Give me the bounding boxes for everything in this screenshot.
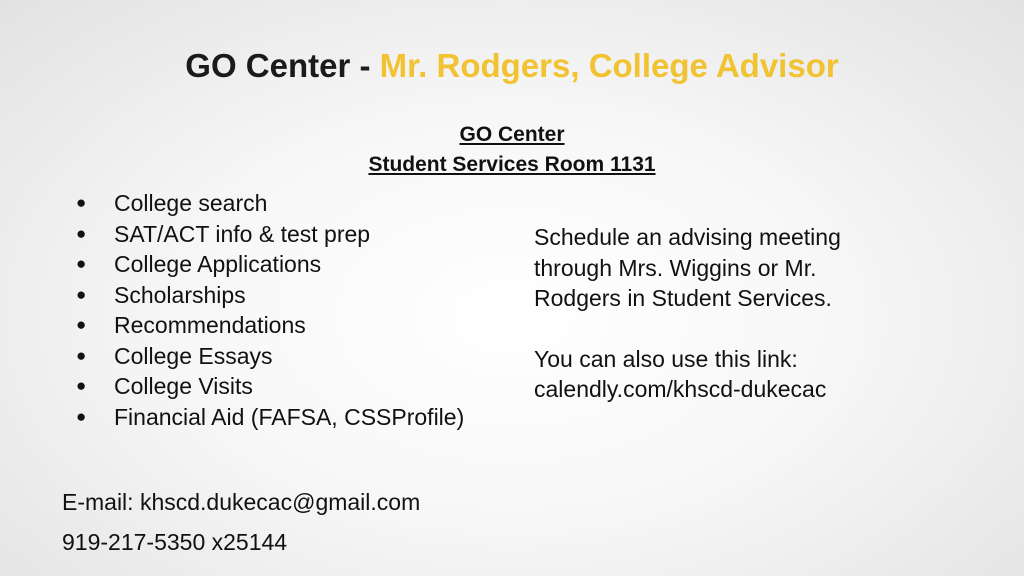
list-item bbox=[74, 280, 464, 311]
email-text: E-mail: khscd.dukecac@gmail.com bbox=[62, 489, 421, 515]
service-label: College search bbox=[114, 190, 268, 216]
list-item bbox=[74, 371, 464, 402]
list-item bbox=[74, 310, 464, 341]
bullet-icon: ● bbox=[76, 345, 87, 365]
location-room: Student Services Room 1131 bbox=[368, 153, 656, 176]
bullet-icon: ● bbox=[76, 406, 87, 426]
location-heading bbox=[0, 120, 1024, 180]
bullet-icon: ● bbox=[76, 284, 87, 304]
phone-text: 919-217-5350 x25144 bbox=[62, 529, 288, 555]
bullet-icon: ● bbox=[76, 254, 87, 273]
title-advisor-name: Mr. Rodgers, College Advisor bbox=[379, 47, 839, 84]
schedule-text-line: Rodgers in Student Services. bbox=[534, 285, 832, 311]
list-item bbox=[74, 188, 464, 219]
service-label: Scholarships bbox=[114, 281, 246, 308]
schedule-info bbox=[534, 222, 974, 405]
service-label: SAT/ACT info & test prep bbox=[114, 220, 371, 247]
spacer bbox=[534, 314, 974, 344]
contact-info bbox=[62, 482, 420, 562]
service-label: College Applications bbox=[114, 251, 322, 277]
service-label: Financial Aid (FAFSA, CSSProfile) bbox=[114, 403, 465, 430]
location-center-name: GO Center bbox=[459, 123, 565, 146]
services-list bbox=[74, 188, 464, 432]
list-item bbox=[74, 402, 464, 433]
schedule-text-line: Schedule an advising meeting bbox=[534, 224, 841, 250]
list-item bbox=[74, 219, 464, 250]
list-item bbox=[74, 341, 464, 372]
calendly-link[interactable]: calendly.com/khscd-dukecac bbox=[534, 376, 827, 402]
service-label: Recommendations bbox=[114, 312, 306, 338]
schedule-text-line: through Mrs. Wiggins or Mr. bbox=[534, 254, 817, 281]
service-label: College Essays bbox=[114, 342, 273, 369]
bullet-icon: ● bbox=[76, 193, 87, 212]
service-label: College Visits bbox=[114, 373, 253, 399]
bullet-icon: ● bbox=[76, 376, 87, 395]
schedule-link-intro: You can also use this link: bbox=[534, 345, 798, 372]
list-item bbox=[74, 249, 464, 280]
bullet-icon: ● bbox=[76, 315, 87, 334]
title-prefix: GO Center - bbox=[185, 47, 380, 84]
slide-title bbox=[0, 46, 1024, 86]
bullet-icon: ● bbox=[76, 223, 87, 243]
